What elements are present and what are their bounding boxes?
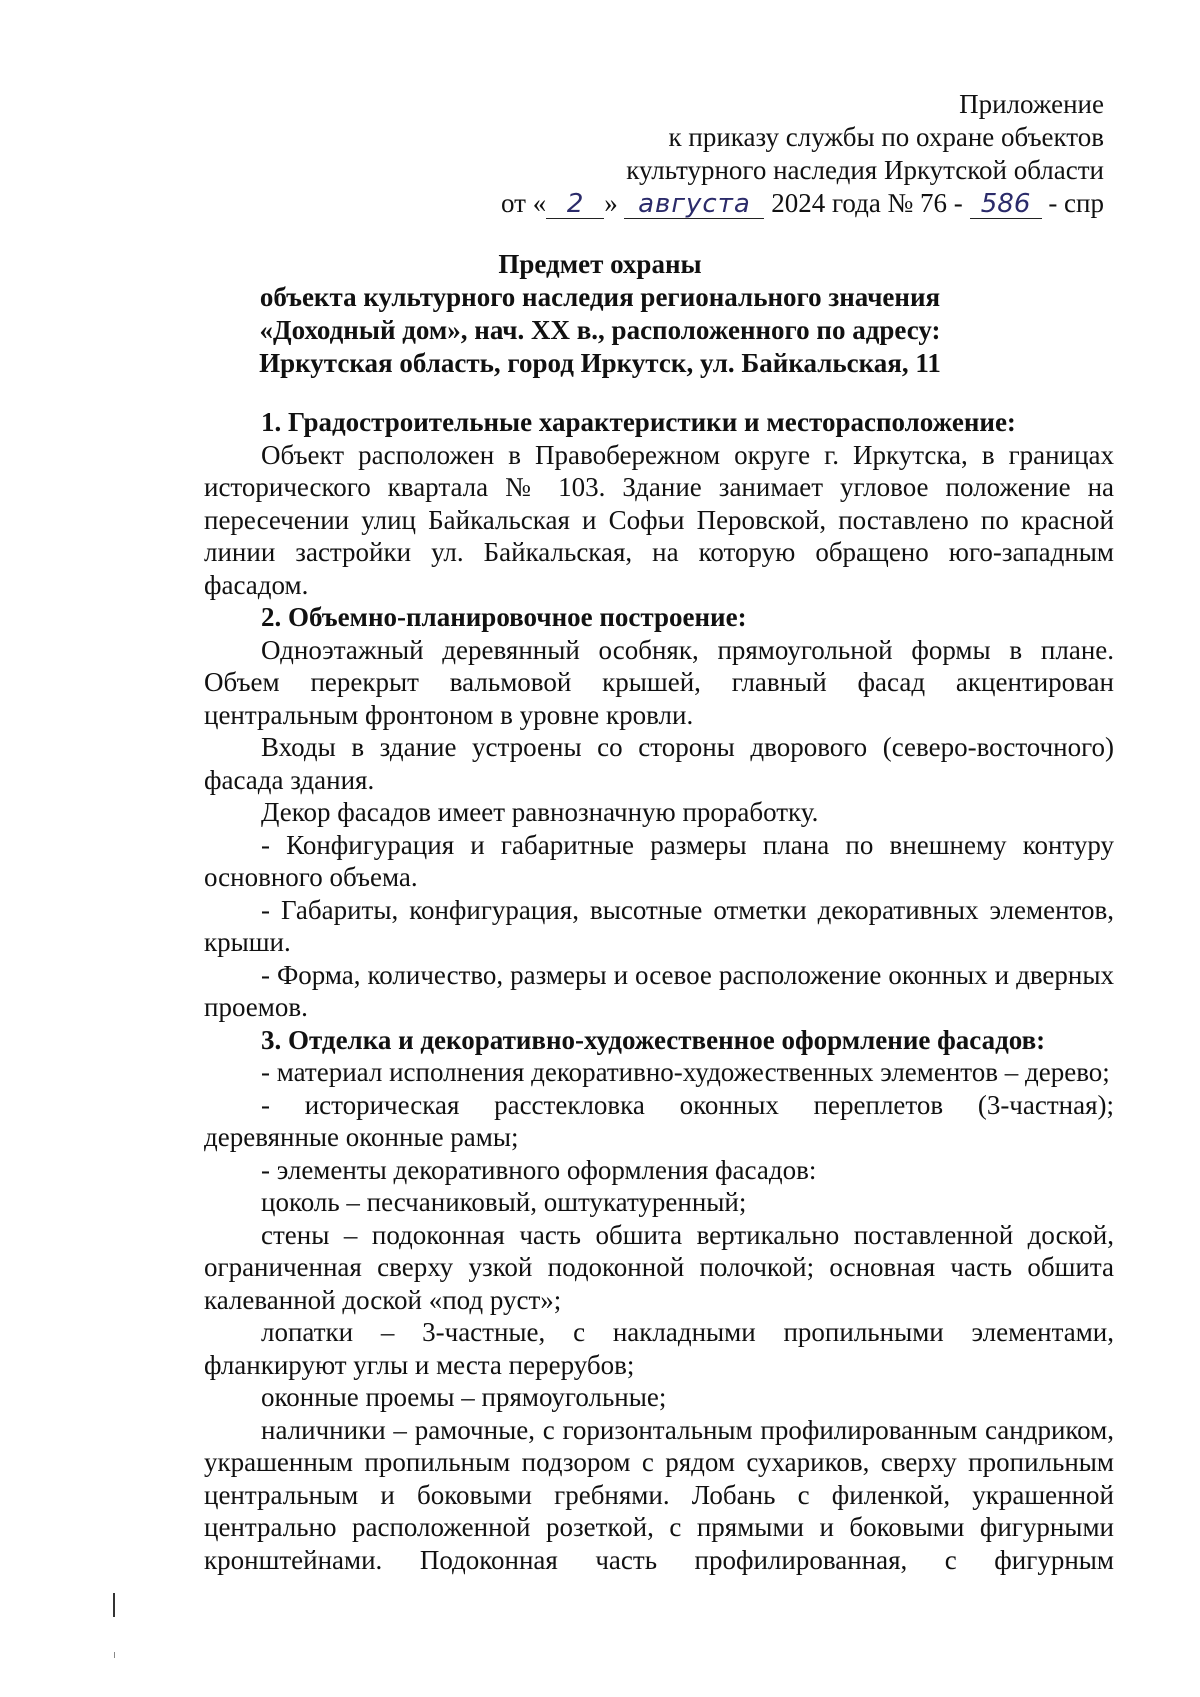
- section-3-pilasters: лопатки – 3-частные, с накладными пропильными элементами, фланкируют углы и места перерубов;: [204, 1317, 1114, 1380]
- handwritten-order-number: 586: [970, 190, 1042, 219]
- appendix-title: Приложение: [959, 89, 1104, 119]
- section-2-heading: 2. Объемно-планировочное построение:: [261, 602, 747, 632]
- title-line-2: объекта культурного наследия регионального значения: [259, 282, 941, 312]
- section-3-plinth: цоколь – песчаниковый, оштукатуренный;: [261, 1187, 747, 1217]
- appendix-line-order: к приказу службы по охране объектов: [668, 122, 1104, 152]
- handwritten-day: 2: [546, 190, 604, 219]
- section-3-window-openings: оконные проемы – прямоугольные;: [261, 1382, 667, 1412]
- section-2-paragraph-3: Декор фасадов имеет равнозначную проработку.: [261, 797, 819, 827]
- scan-margin-dot: [114, 1652, 115, 1658]
- section-3-window-frames: наличники – рамочные, с горизонтальным профилированным сандриком, украшенным пропильным подзором с рядом сухариков, сверху пропильным центральным и боковыми гребнями. Лобань с филенкой, украшенной центрально расположенной розеткой, с прямыми и боковыми фигурными кронштейнами. Подоконная часть профилированная, с фигурным: [204, 1414, 1114, 1575]
- appendix-line-agency: культурного наследия Иркутской области: [626, 155, 1104, 185]
- appendix-date-line: [404, 187, 1104, 220]
- section-1-paragraph: Объект расположен в Правобережном округе г. Иркутска, в границах исторического квартала № 103. Здание занимает угловое положение на пересечении улиц Байкальская и Софьи Перовской, поставлено по красной линии застройки ул. Байкальская, на которую обращено юго-западным фасадом.: [204, 439, 1114, 600]
- section-3-item-1: - материал исполнения декоративно-художественных элементов – дерево;: [261, 1057, 1110, 1087]
- order-suffix: - спр: [1048, 188, 1104, 218]
- section-2-item-2: - Габариты, конфигурация, высотные отметки декоративных элементов, крыши.: [204, 894, 1114, 957]
- title-line-1: Предмет охраны: [498, 249, 702, 279]
- date-prefix: от «: [501, 188, 547, 218]
- section-3-item-2: - историческая расстекловка оконных переплетов (3-частная); деревянные оконные рамы;: [204, 1089, 1114, 1152]
- section-3-item-3: - элементы декоративного оформления фасадов:: [261, 1154, 817, 1185]
- section-2-item-3: - Форма, количество, размеры и осевое расположение оконных и дверных проемов.: [204, 959, 1114, 1022]
- title-line-3: «Доходный дом», нач. XX в., расположенного по адресу:: [259, 315, 941, 345]
- section-1-heading: 1. Градостроительные характеристики и месторасположение:: [261, 407, 1016, 437]
- date-suffix: 2024 года № 76 -: [771, 188, 963, 218]
- appendix-header: [404, 88, 1104, 220]
- document-title: [180, 248, 1020, 380]
- date-mid: »: [604, 188, 618, 218]
- section-2-item-1: - Конфигурация и габаритные размеры плана по внешнему контуру основного объема.: [204, 829, 1114, 892]
- section-3-heading: 3. Отделка и декоративно-художественное оформление фасадов:: [261, 1024, 1046, 1055]
- section-3-walls: стены – подоконная часть обшита вертикально поставленной доской, ограниченная сверху узкой подоконной полочкой; основная часть обшита калеванной доской «под руст»;: [204, 1219, 1114, 1315]
- document-body: [204, 406, 1114, 1576]
- title-line-4: Иркутская область, город Иркутск, ул. Байкальская, 11: [259, 348, 941, 378]
- handwritten-month: августа: [624, 190, 764, 219]
- section-2-paragraph-1: Одноэтажный деревянный особняк, прямоугольной формы в плане. Объем перекрыт вальмовой крышей, главный фасад акцентирован центральным фронтоном в уровне кровли.: [204, 634, 1114, 730]
- scan-margin-mark: [113, 1593, 115, 1617]
- section-2-paragraph-2: Входы в здание устроены со стороны дворового (северо-восточного) фасада здания.: [204, 732, 1114, 795]
